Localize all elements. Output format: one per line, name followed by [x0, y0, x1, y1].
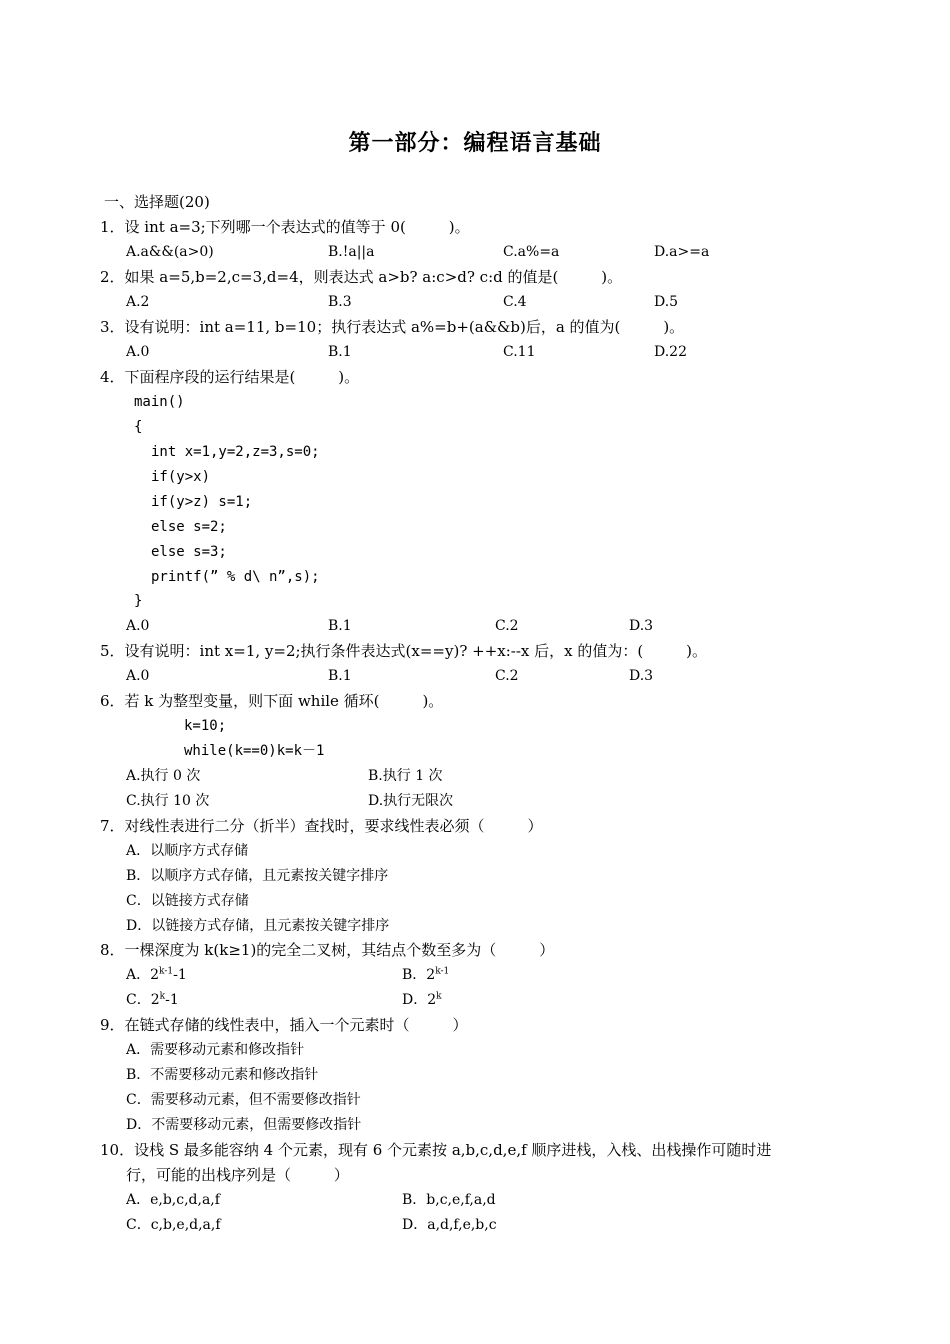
code-line: if(y>z) s=1; [151, 494, 253, 510]
question-10-stem-line1: 10．设栈 S 最多能容纳 4 个元素，现有 6 个元素按 a,b,c,d,e,f 顺序进栈，入栈、出栈操作可随时进 [100, 1141, 772, 1159]
page-title: 第一部分：编程语言基础 [348, 130, 602, 156]
question-9-option-c: C．需要移动元素，但不需要修改指针 [126, 1092, 361, 1108]
question-10-option-a: A．e,b,c,d,a,f [126, 1192, 220, 1208]
code-line: int x=1,y=2,z=3,s=0; [151, 444, 320, 460]
question-1-option-b: B.!a||a [328, 244, 375, 260]
question-7-stem: 7．对线性表进行二分（折半）查找时，要求线性表必须（ ） [100, 817, 543, 835]
code-line: printf(” % d\ n”,s); [151, 569, 320, 585]
question-5-stem: 5．设有说明：int x=1, y=2;执行条件表达式(x==y)? ++x:--x 后，x 的值为：( )。 [100, 642, 707, 660]
question-6-option-b: B.执行 1 次 [368, 768, 443, 784]
question-2-option-b: B.3 [328, 294, 352, 310]
question-3-option-a: A.0 [126, 344, 150, 360]
question-10-option-c: C．c,b,e,d,a,f [126, 1217, 221, 1233]
question-1-option-c: C.a%=a [503, 244, 560, 260]
code-line: else s=3; [151, 544, 227, 560]
code-line: k=10; [184, 718, 227, 734]
question-10-option-d: D．a,d,f,e,b,c [402, 1217, 497, 1233]
code-line: } [134, 593, 143, 609]
question-2-option-a: A.2 [126, 294, 150, 310]
question-8-option-a: A．2$^{k-1}$-1 [126, 966, 187, 983]
question-6-option-d: D.执行无限次 [368, 793, 454, 809]
question-1-stem: 1．设 int a=3;下列哪一个表达式的值等于 0( )。 [100, 218, 470, 236]
question-8-option-b: B．2$^{k-1}$ [402, 966, 450, 983]
question-5-option-c: C.2 [495, 668, 519, 684]
question-6-option-a: A.执行 0 次 [126, 768, 201, 784]
question-7-option-d: D．以链接方式存储，且元素按关键字排序 [126, 918, 390, 934]
question-4-stem: 4．下面程序段的运行结果是( )。 [100, 368, 360, 386]
question-9-stem: 9．在链式存储的线性表中，插入一个元素时（ ） [100, 1016, 468, 1034]
question-5-option-d: D.3 [629, 668, 654, 684]
question-6-stem: 6．若 k 为整型变量，则下面 while 循环( )。 [100, 692, 444, 710]
question-3-stem: 3．设有说明：int a=11, b=10；执行表达式 a%=b+(a&&b)后，a 的值为( )。 [100, 318, 685, 336]
question-10-option-b: B．b,c,e,f,a,d [402, 1192, 496, 1208]
question-10-stem-line2: 行，可能的出栈序列是（ ） [126, 1166, 349, 1184]
question-6-option-c: C.执行 10 次 [126, 793, 210, 809]
question-1-option-a: A.a&&(a>0) [126, 244, 214, 260]
question-3-option-c: C.11 [503, 344, 536, 360]
question-2-stem: 2．如果 a=5,b=2,c=3,d=4，则表达式 a>b? a:c>d? c:d 的值是( )。 [100, 268, 623, 286]
section-heading: 一、选择题(20) [104, 193, 210, 211]
question-2-option-d: D.5 [654, 294, 679, 310]
question-8-option-d: D．2$^k$ [402, 991, 442, 1008]
question-9-option-b: B．不需要移动元素和修改指针 [126, 1067, 319, 1083]
question-7-option-b: B．以顺序方式存储，且元素按关键字排序 [126, 868, 389, 884]
question-2-option-c: C.4 [503, 294, 527, 310]
question-7-option-a: A．以顺序方式存储 [126, 843, 249, 859]
code-line: while(k==0)k=k－1 [184, 743, 325, 759]
question-4-option-c: C.2 [495, 618, 519, 634]
question-9-option-d: D．不需要移动元素，但需要修改指针 [126, 1117, 362, 1133]
code-line: if(y>x) [151, 469, 211, 485]
question-3-option-b: B.1 [328, 344, 352, 360]
question-4-option-a: A.0 [126, 618, 150, 634]
question-4-option-b: B.1 [328, 618, 352, 634]
code-line: main() [134, 394, 185, 410]
code-line: else s=2; [151, 519, 227, 535]
question-4-option-d: D.3 [629, 618, 654, 634]
question-7-option-c: C．以链接方式存储 [126, 893, 249, 909]
question-1-option-d: D.a>=a [654, 244, 710, 260]
question-8-stem: 8．一棵深度为 k(k≥1)的完全二叉树，其结点个数至多为（ ） [100, 941, 555, 959]
question-5-option-b: B.1 [328, 668, 352, 684]
question-3-option-d: D.22 [654, 344, 687, 360]
question-8-option-c: C．2$^k$-1 [126, 991, 179, 1008]
question-9-option-a: A．需要移动元素和修改指针 [126, 1042, 305, 1058]
code-line: { [134, 419, 143, 435]
question-5-option-a: A.0 [126, 668, 150, 684]
